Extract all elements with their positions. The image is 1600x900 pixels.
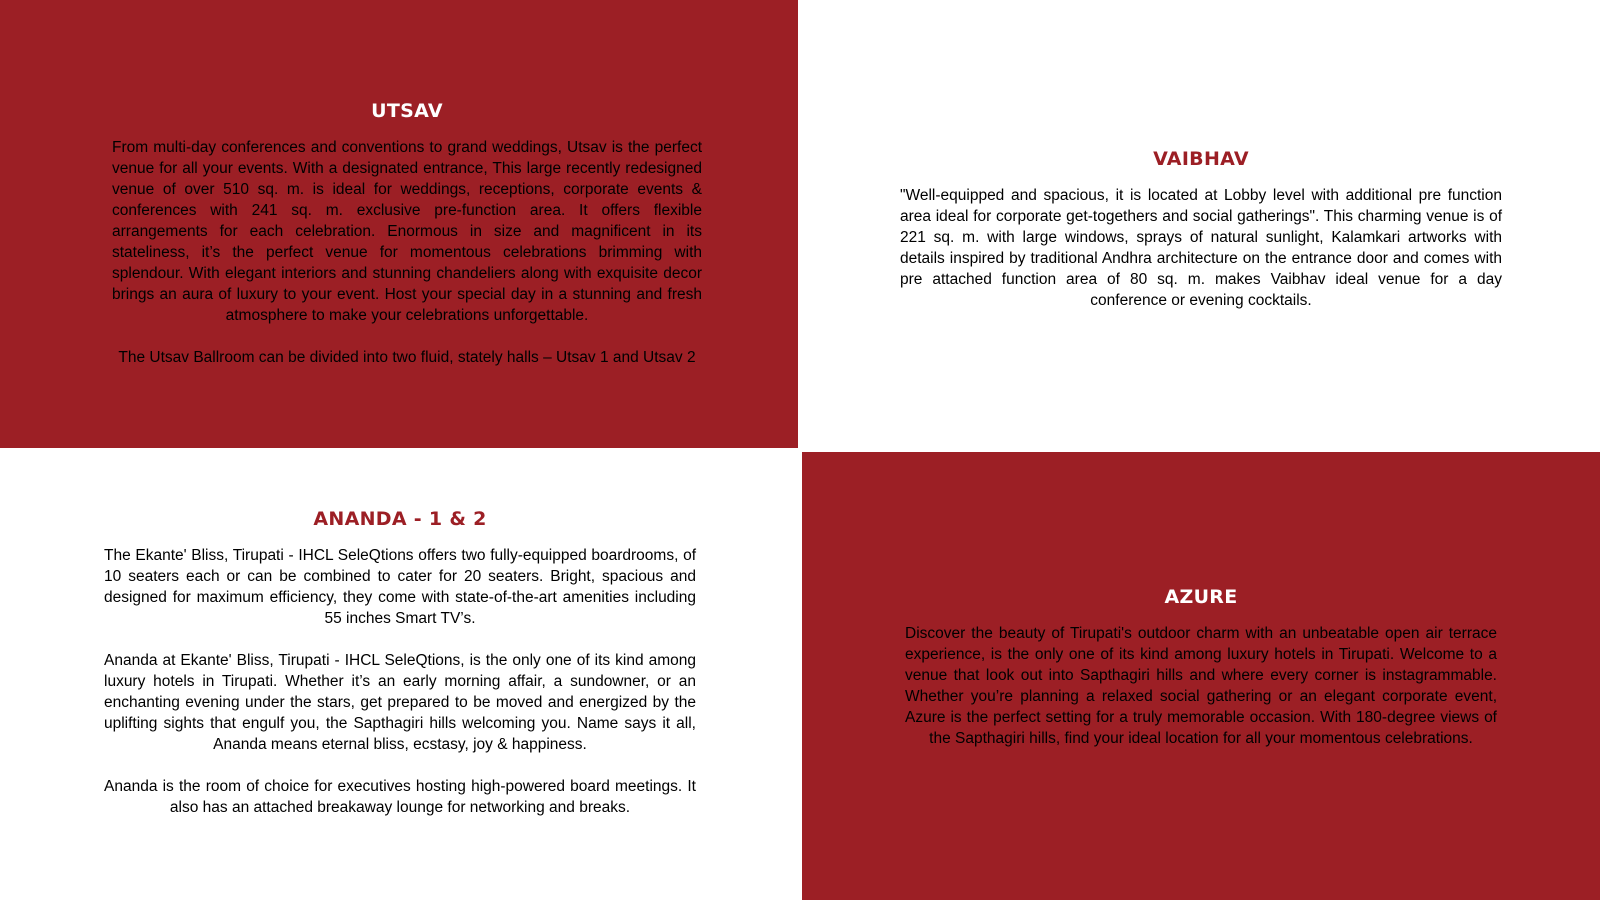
azure-title: AZURE bbox=[1164, 586, 1238, 608]
azure-description: Discover the beauty of Tirupati's outdoor charm with an unbeatable open air terrace experience, is the only one of its kind among luxury hotels in Tirupati. Welcome to a venue that look out into Sapthagiri hills and where every corner is instagrammable. Whether you’re planning a relaxed social gathering or an elegant corporate event, Azure is the perfect setting for a truly memorable occasion. With 180-degree views of the Sapthagiri hills, find your ideal location for all your momentous celebrations. bbox=[905, 624, 1497, 747]
ananda-title: ANANDA - 1 & 2 bbox=[313, 508, 487, 530]
utsav-note: The Utsav Ballroom can be divided into two fluid, stately halls – Utsav 1 and Utsav 2 bbox=[118, 348, 696, 366]
utsav-title: UTSAV bbox=[371, 100, 443, 122]
vaibhav-section bbox=[900, 148, 1502, 311]
utsav-description: From multi-day conferences and conventions to grand weddings, Utsav is the perfect venue for all your events. With a designated entrance, This large recently redesigned venue of over 510 sq. m. is ideal for weddings, receptions, corporate events & conferences with 241 sq. m. exclusive pre-function area. It offers flexible arrangements for each celebration. Enormous in size and magnificent in its stateliness, it’s the perfect venue for momentous celebrations brimming with splendour. With elegant interiors and stunning chandeliers along with exquisite decor brings an aura of luxury to your event. Host your special day in a stunning and fresh atmosphere to make your celebrations unforgettable. bbox=[112, 138, 702, 324]
ananda-description-2: Ananda at Ekante' Bliss, Tirupati - IHCL SeleQtions, is the only one of its kind among luxury hotels in Tirupati. Whether it’s an early morning affair, a sundowner, or an enchanting evening under the stars, get prepared to be moved and energized by the uplifting sights that engulf you, the Sapthagiri hills welcoming you. Name says it all, Ananda means eternal bliss, ecstasy, joy & happiness. bbox=[104, 651, 696, 753]
azure-section bbox=[905, 586, 1497, 749]
vaibhav-description: "Well-equipped and spacious, it is located at Lobby level with additional pre function area ideal for corporate get-togethers and social gatherings". This charming venue is of 221 sq. m. with large windows, sprays of natural sunlight, Kalamkari artworks with details inspired by traditional Andhra architecture on the entrance door and comes with pre attached function area of 80 sq. m. makes Vaibhav ideal venue for a day conference or evening cocktails. bbox=[900, 186, 1502, 309]
ananda-description-1: The Ekante' Bliss, Tirupati - IHCL SeleQtions offers two fully-equipped boardrooms, of 10 seaters each or can be combined to cater for 20 seaters. Bright, spacious and designed for maximum efficiency, they come with state-of-the-art amenities including 55 inches Smart TV’s. bbox=[104, 546, 696, 627]
utsav-section bbox=[112, 100, 702, 368]
vaibhav-title: VAIBHAV bbox=[1153, 148, 1249, 170]
ananda-description-3: Ananda is the room of choice for executives hosting high-powered board meetings. It also has an attached breakaway lounge for networking and breaks. bbox=[104, 777, 696, 816]
ananda-section bbox=[104, 508, 696, 818]
